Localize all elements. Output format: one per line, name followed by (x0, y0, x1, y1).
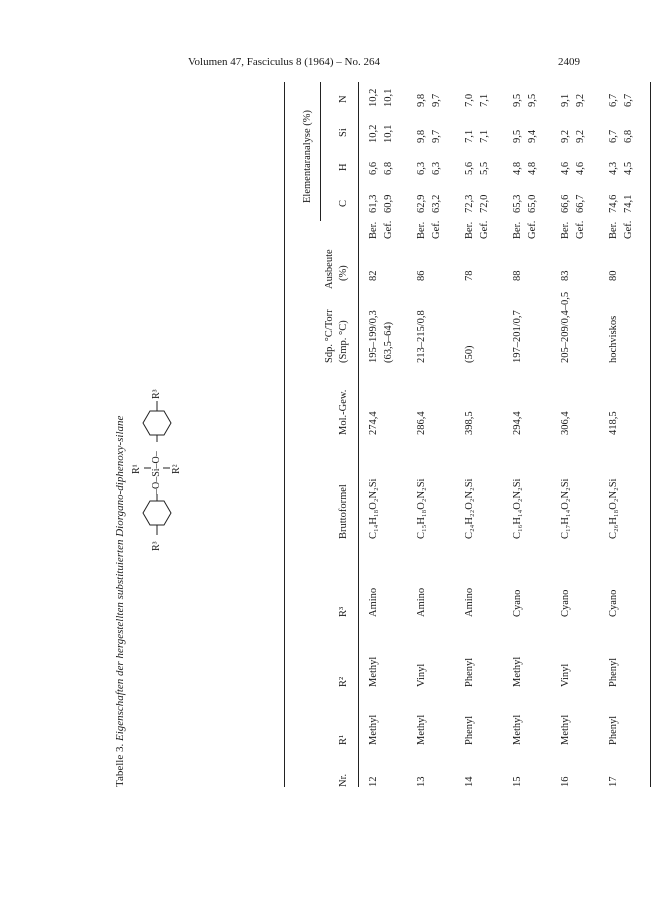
cell-ber-h: 4,6 (560, 161, 571, 175)
col-header-mp: (Smp. °C) (338, 320, 349, 363)
label-ber: Ber. (512, 221, 523, 239)
cell-ber-n: 10,2 (368, 88, 379, 107)
cell-ber-c: 62,9 (416, 194, 427, 213)
cell-yield: 82 (368, 270, 379, 281)
cell-ber-n: 9,8 (416, 93, 427, 107)
cell-mw: 274,4 (368, 411, 379, 435)
cell-bp: 195–199/0,3 (368, 310, 379, 363)
cell-ber-n: 9,1 (560, 93, 571, 107)
cell-bp: 213–215/0,8 (416, 310, 427, 363)
cell-r2: Phenyl (464, 657, 475, 687)
cell-mp: (63,5–64) (383, 321, 394, 363)
cell-ber-h: 6,3 (416, 161, 427, 175)
cell-ber-h: 4,3 (608, 161, 619, 175)
cell-gef-c: 72,0 (479, 194, 490, 213)
col-header-r2: R² (338, 676, 349, 687)
page-number: 2409 (558, 56, 580, 68)
cell-gef-si: 6,8 (623, 129, 634, 143)
cell-r2: Methyl (368, 656, 379, 687)
running-header: Volumen 47, Fasciculus 8 (1964) – No. 264 (188, 56, 380, 68)
table-row (368, 82, 400, 787)
elemental-rule (320, 82, 321, 221)
cell-bp: 197–201/0,7 (512, 310, 523, 363)
cell-r1: Methyl (512, 714, 523, 745)
col-header-yield-unit: (%) (338, 265, 349, 281)
cell-ber-c: 66,6 (560, 194, 571, 213)
cell-r1: Methyl (416, 714, 427, 745)
label-gef: Gef. (383, 220, 394, 239)
cell-r1: Phenyl (608, 715, 619, 745)
cell-ber-si: 10,2 (368, 124, 379, 143)
col-header-n: N (338, 95, 349, 103)
cell-nr: 12 (368, 776, 379, 787)
label-ber: Ber. (416, 221, 427, 239)
caption-label: Tabelle 3. (114, 743, 126, 787)
cell-r2: Vinyl (416, 663, 427, 687)
cell-nr: 15 (512, 776, 523, 787)
struct-right-sub: R³ (151, 389, 162, 399)
cell-gef-c: 66,7 (575, 194, 586, 213)
cell-gef-n: 9,2 (575, 93, 586, 107)
cell-formula: C₂₄H₂₂O₂N₂Si (464, 478, 475, 539)
label-gef: Gef. (527, 220, 538, 239)
cell-nr: 17 (608, 776, 619, 787)
col-header-formula: Bruttoformel (338, 484, 349, 539)
table-row (512, 82, 544, 787)
cell-gef-h: 6,3 (431, 161, 442, 175)
col-header-bp: Sdp. °C/Torr (324, 309, 335, 363)
structural-formula (114, 82, 194, 787)
cell-mw: 398,5 (464, 411, 475, 435)
label-ber: Ber. (368, 221, 379, 239)
cell-formula: C₁₇H₁₄O₂N₂Si (560, 478, 571, 539)
cell-ber-n: 9,5 (512, 93, 523, 107)
cell-mw: 418,5 (608, 411, 619, 435)
cell-r1: Methyl (560, 714, 571, 745)
label-ber: Ber. (608, 221, 619, 239)
cell-gef-si: 7,1 (479, 129, 490, 143)
col-header-yield: Ausbeute (324, 249, 335, 289)
cell-gef-n: 10,1 (383, 88, 394, 107)
cell-gef-si: 9,4 (527, 129, 538, 143)
cell-formula: C₁₄H₁₈O₂N₂Si (368, 478, 379, 539)
structure-drawing (114, 82, 194, 787)
caption-title: Eigenschaften der hergestellten substituierten Diorgano-diphenoxy-silane (114, 415, 126, 742)
cell-ber-h: 6,6 (368, 161, 379, 175)
cell-ber-h: 5,6 (464, 161, 475, 175)
col-header-si: Si (338, 128, 349, 137)
struct-left-sub: R³ (151, 541, 162, 551)
table-row (416, 82, 448, 787)
cell-gef-c: 65,0 (527, 194, 538, 213)
cell-formula: C₂₆H₁₈O₂N₂Si (608, 478, 619, 539)
table-row (560, 82, 592, 787)
cell-ber-n: 6,7 (608, 93, 619, 107)
cell-ber-si: 9,5 (512, 129, 523, 143)
table-row (608, 82, 640, 787)
label-gef: Gef. (431, 220, 442, 239)
label-gef: Gef. (479, 220, 490, 239)
col-header-c: C (338, 199, 349, 207)
cell-ber-si: 7,1 (464, 129, 475, 143)
cell-yield: 88 (512, 270, 523, 281)
cell-gef-si: 9,2 (575, 129, 586, 143)
table-top-rule (284, 82, 285, 787)
cell-ber-h: 4,8 (512, 161, 523, 175)
cell-formula: C₁₆H₁₄O₂N₂Si (512, 478, 523, 539)
cell-ber-si: 9,2 (560, 129, 571, 143)
cell-gef-n: 9,7 (431, 93, 442, 107)
cell-gef-n: 7,1 (479, 93, 490, 107)
cell-gef-n: 9,5 (527, 93, 538, 107)
col-header-r3: R³ (338, 606, 349, 617)
cell-gef-c: 63,2 (431, 194, 442, 213)
cell-gef-si: 9,7 (431, 129, 442, 143)
table-row (464, 82, 496, 787)
cell-gef-h: 4,8 (527, 161, 538, 175)
cell-yield: 80 (608, 270, 619, 281)
cell-bp: 205–209/0,4–0,5 (560, 291, 571, 363)
cell-r2: Phenyl (608, 657, 619, 687)
cell-yield: 83 (560, 270, 571, 281)
rotated-table-block (114, 82, 634, 787)
cell-gef-h: 4,5 (623, 161, 634, 175)
left-benzene-ring (143, 501, 171, 525)
cell-yield: 78 (464, 270, 475, 281)
label-gef: Gef. (575, 220, 586, 239)
cell-gef-si: 10,1 (383, 124, 394, 143)
cell-nr: 13 (416, 776, 427, 787)
cell-r3: Amino (416, 587, 427, 617)
cell-mw: 286,4 (416, 411, 427, 435)
cell-r3: Amino (464, 587, 475, 617)
col-header-r1: R¹ (338, 734, 349, 745)
col-header-nr: Nr. (338, 773, 349, 787)
cell-ber-c: 65,3 (512, 194, 523, 213)
col-header-h: H (338, 163, 349, 171)
cell-gef-h: 5,5 (479, 161, 490, 175)
cell-nr: 14 (464, 776, 475, 787)
col-header-elemental: Elementaranalyse (%) (302, 110, 313, 203)
cell-mw: 306,4 (560, 411, 571, 435)
cell-bp: (50) (464, 345, 475, 363)
cell-bp: hochviskos (608, 315, 619, 363)
cell-r1: Methyl (368, 714, 379, 745)
struct-linker: –O–Si–O– (151, 451, 162, 494)
cell-gef-h: 6,8 (383, 161, 394, 175)
label-ber: Ber. (464, 221, 475, 239)
label-gef: Gef. (623, 220, 634, 239)
cell-r3: Cyano (560, 589, 571, 617)
col-header-mw: Mol.-Gew. (338, 389, 349, 435)
label-ber: Ber. (560, 221, 571, 239)
cell-nr: 16 (560, 776, 571, 787)
cell-r1: Phenyl (464, 715, 475, 745)
cell-r2: Methyl (512, 656, 523, 687)
header-rule (358, 82, 359, 787)
cell-mw: 294,4 (512, 411, 523, 435)
cell-gef-n: 6,7 (623, 93, 634, 107)
cell-r2: Vinyl (560, 663, 571, 687)
cell-gef-h: 4,6 (575, 161, 586, 175)
cell-gef-c: 74,1 (623, 194, 634, 213)
cell-ber-c: 61,3 (368, 194, 379, 213)
cell-r3: Amino (368, 587, 379, 617)
cell-ber-c: 72,3 (464, 194, 475, 213)
cell-ber-c: 74,6 (608, 194, 619, 213)
cell-yield: 86 (416, 270, 427, 281)
cell-gef-c: 60,9 (383, 194, 394, 213)
cell-ber-si: 6,7 (608, 129, 619, 143)
struct-r1: R¹ (131, 464, 142, 474)
cell-r3: Cyano (608, 589, 619, 617)
cell-formula: C₁₅H₁₈O₂N₂Si (416, 478, 427, 539)
struct-r2: R² (171, 464, 182, 474)
right-benzene-ring (143, 411, 171, 435)
cell-r3: Cyano (512, 589, 523, 617)
cell-ber-n: 7,0 (464, 93, 475, 107)
cell-ber-si: 9,8 (416, 129, 427, 143)
